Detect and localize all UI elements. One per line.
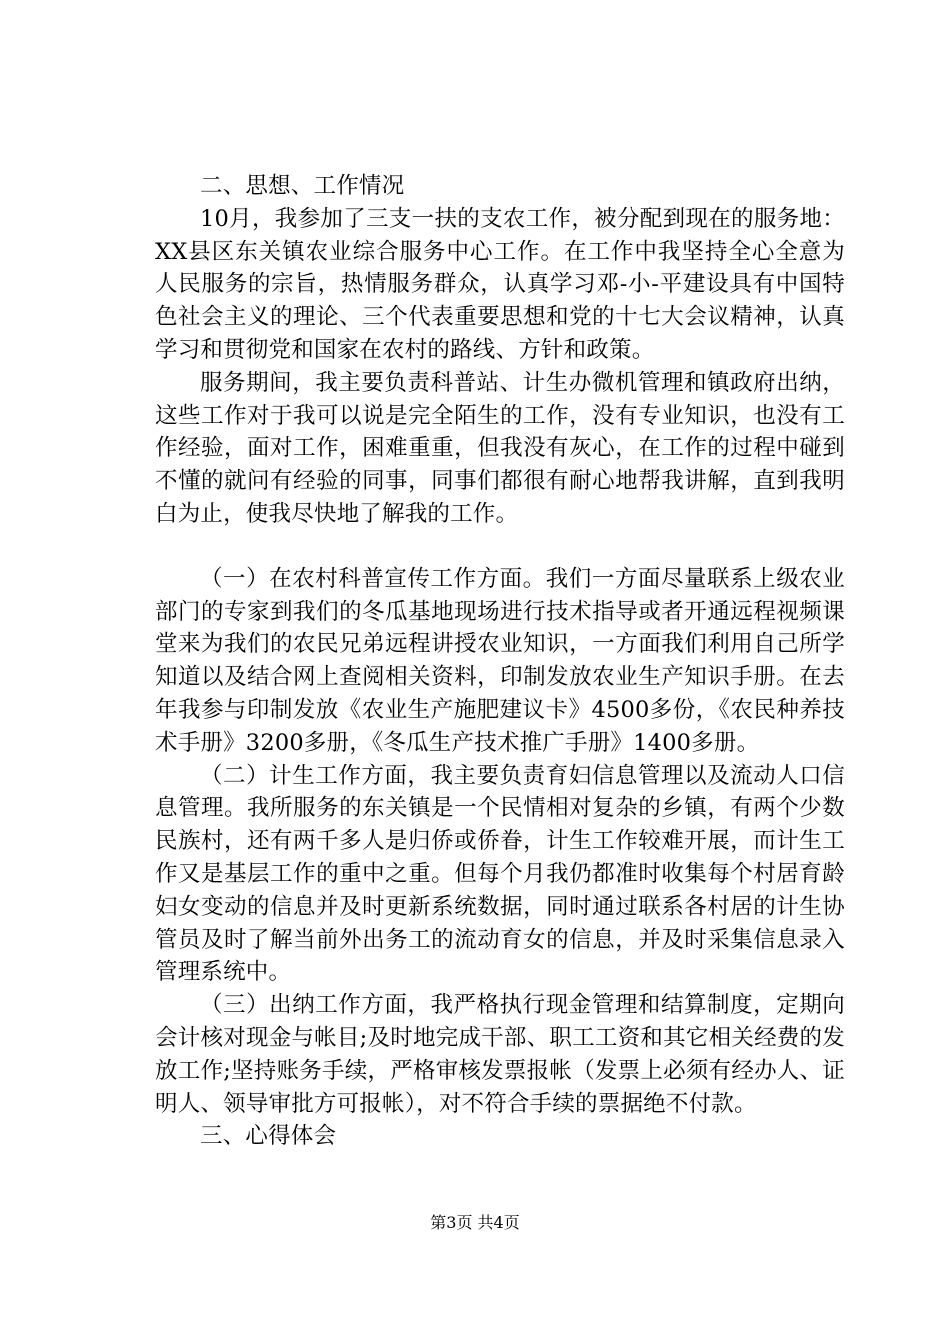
paragraph-cashier-work: （三）出纳工作方面，我严格执行现金管理和结算制度，定期向会计核对现金与帐目;及时地完成干部、职工工资和其它相关经费的发放工作;坚持账务手续，严格审核发票报帐（发票上必须有经办人、证明人、领导审批方可报帐），对不符合手续的票据绝不付款。 [155,992,845,1117]
paragraph-science-outreach: （一）在农村科普宣传工作方面。我们一方面尽量联系上级农业部门的专家到我们的冬瓜基地现场进行技术指导或者开通远程视频课堂来为我们的农民兄弟远程讲授农业知识，一方面我们利用自己所学知道以及结合网上查阅相关资料，印制发放农业生产知识手册。在去年我参与印制发放《农业生产施肥建议卡》4500多份，《农民种养技术手册》3200多册，《冬瓜生产技术推广手册》1400多册。 [155,565,845,756]
paragraph-family-planning: （二）计生工作方面，我主要负责育妇信息管理以及流动人口信息管理。我所服务的东关镇是一个民情相对复杂的乡镇，有两个少数民族村，还有两千多人是归侨或侨眷，计生工作较难开展，而计生工作又是基层工作的重中之重。但每个月我仍都准时收集每个村居育龄妇女变动的信息并及时更新系统数据，同时通过联系各村居的计生协管员及时了解当前外出务工的流动育女的信息，并及时采集信息录入管理系统中。 [155,762,845,986]
paragraph-assignment: 10月，我参加了三支一扶的支农工作，被分配到现在的服务地：XX县区东关镇农业综合服务中心工作。在工作中我坚持全心全意为人民服务的宗旨，热情服务群众，认真学习邓-小-平建设具有中国特色社会主义的理论、三个代表重要思想和党的十七大会议精神，认真学习和贯彻党和国家在农村的路线、方针和政策。 [155,205,845,363]
page-footer: 第3页 共4页 [430,1213,520,1232]
paragraph-gap [155,531,845,563]
document-body [155,170,845,1153]
section-heading-thoughts-work: 二、思想、工作情况 [200,173,405,199]
paragraph-service-period: 服务期间，我主要负责科普站、计生办微机管理和镇政府出纳，这些工作对于我可以说是完全陌生的工作，没有专业知识，也没有工作经验，面对工作，困难重重，但我没有灰心，在工作的过程中碰到不懂的就问有经验的同事，同事们都很有耐心地帮我讲解，直到我明白为止，使我尽快地了解我的工作。 [155,369,845,527]
section-heading-reflections: 三、心得体会 [200,1123,337,1150]
